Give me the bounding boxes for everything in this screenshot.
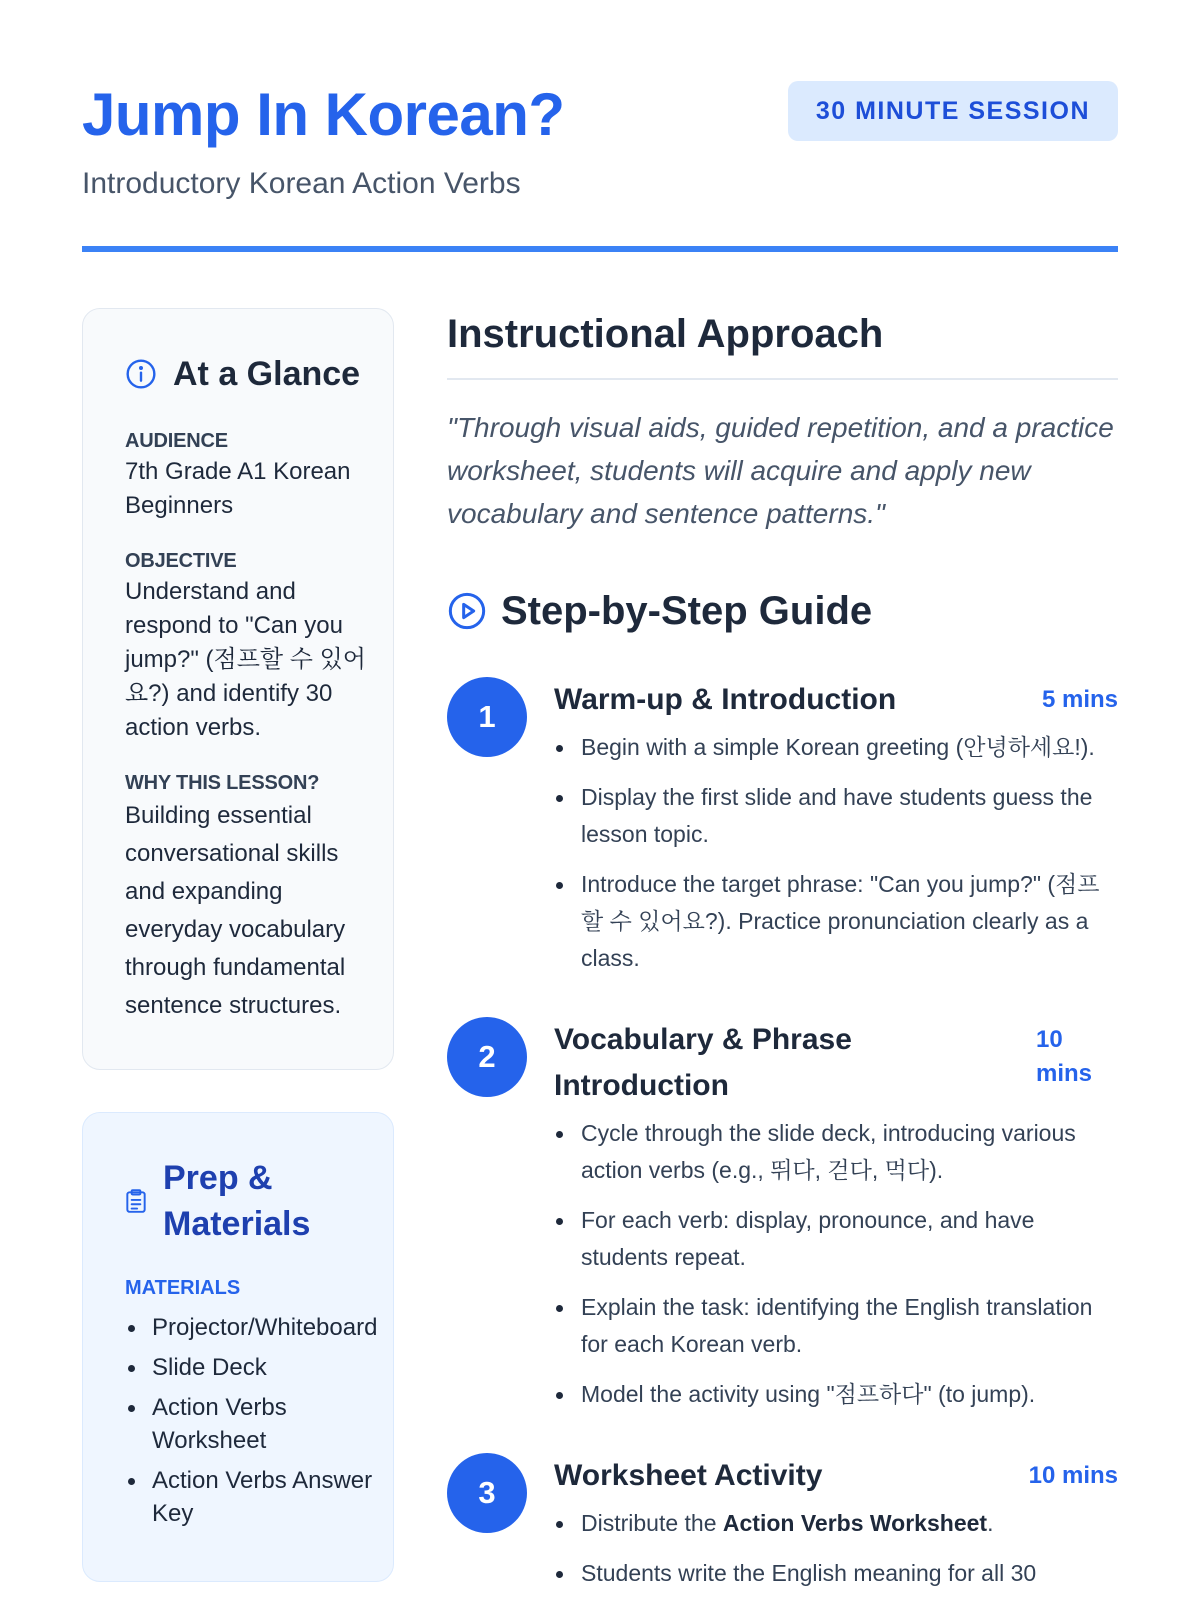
step-2 xyxy=(447,1017,1118,1413)
audience-field xyxy=(125,427,373,523)
step-bullet: Begin with a simple Korean greeting (안녕하세요!). xyxy=(554,729,1118,766)
step-number-badge: 2 xyxy=(447,1017,527,1097)
header-divider xyxy=(82,246,1118,252)
sidebar xyxy=(82,308,394,1582)
step-bullets xyxy=(554,1505,1118,1592)
step-title: Warm-up & Introduction xyxy=(554,683,897,716)
glance-title: At a Glance xyxy=(173,355,361,393)
step-bullet: Explain the task: identifying the English translation for each Korean verb. xyxy=(554,1289,1118,1363)
bullet-text: . xyxy=(987,1510,994,1536)
info-icon xyxy=(125,358,157,390)
materials-label: MATERIALS xyxy=(125,1277,241,1299)
bullet-emphasis: Action Verbs Worksheet xyxy=(722,1510,988,1536)
why-field xyxy=(125,769,373,1025)
page-title: Jump In Korean? xyxy=(82,81,565,148)
step-bullets xyxy=(554,729,1118,977)
session-badge: 30 MINUTE SESSION xyxy=(788,81,1118,141)
step-bullet: Introduce the target phrase: "Can you jump?" (점프할 수 있어요?). Practice pronunciation clearly as a class. xyxy=(554,866,1118,977)
prep-card xyxy=(82,1112,394,1582)
step-bullet: For each verb: display, pronounce, and have students repeat. xyxy=(554,1202,1118,1276)
approach-title: Instructional Approach xyxy=(447,308,1118,380)
page-subtitle: Introductory Korean Action Verbs xyxy=(82,167,521,200)
approach-quote: "Through visual aids, guided repetition, and a practice worksheet, students will acquire and apply new vocabulary and sentence patterns." xyxy=(447,412,1114,529)
objective-label: OBJECTIVE xyxy=(125,550,237,572)
step-1 xyxy=(447,677,1118,977)
audience-value: 7th Grade A1 Korean Beginners xyxy=(125,458,351,519)
step-bullet: Students write the English meaning for all 30 xyxy=(554,1555,1118,1592)
step-title: Worksheet Activity xyxy=(554,1459,823,1492)
step-bullet xyxy=(554,1505,1118,1542)
prep-title: Prep & Materials xyxy=(163,1159,311,1243)
audience-label: AUDIENCE xyxy=(125,430,228,452)
why-label: WHY THIS LESSON? xyxy=(125,772,320,794)
play-circle-icon xyxy=(447,591,487,631)
page-header xyxy=(82,0,1118,248)
materials-list xyxy=(125,1311,378,1530)
step-number-badge: 3 xyxy=(447,1453,527,1533)
step-header xyxy=(554,1453,1118,1499)
prep-card-header xyxy=(125,1155,373,1247)
step-duration: 10 mins xyxy=(1028,1462,1118,1489)
step-duration: 5 mins xyxy=(1041,686,1118,713)
objective-value: Understand and respond to "Can you jump?" (점프할 수 있어요?) and identify 30 action verbs. xyxy=(125,578,366,741)
materials-item: Action Verbs Worksheet xyxy=(125,1391,373,1457)
guide-header xyxy=(447,585,1118,637)
step-header xyxy=(554,677,1118,723)
step-number-badge: 1 xyxy=(447,677,527,757)
glance-card xyxy=(82,308,394,1070)
objective-field xyxy=(125,547,373,745)
glance-card-header xyxy=(125,351,373,397)
step-bullets xyxy=(554,1115,1118,1413)
materials-item: Slide Deck xyxy=(125,1351,373,1384)
step-bullet: Cycle through the slide deck, introducing various action verbs (e.g., 뛰다, 걷다, 먹다). xyxy=(554,1115,1118,1189)
materials-item: Projector/Whiteboard xyxy=(125,1311,373,1344)
why-value: Building essential conversational skills and expanding everyday vocabulary through fundamental sentence structures. xyxy=(125,802,346,1019)
main-column xyxy=(447,308,1118,1600)
guide-title: Step-by-Step Guide xyxy=(501,589,873,633)
clipboard-icon xyxy=(125,1188,147,1214)
step-duration: 10 mins xyxy=(1036,1026,1093,1087)
bullet-text: Distribute the xyxy=(581,1510,723,1536)
step-bullet: Model the activity using "점프하다" (to jump). xyxy=(554,1376,1118,1413)
step-bullet: Display the first slide and have students guess the lesson topic. xyxy=(554,779,1118,853)
materials-item: Action Verbs Answer Key xyxy=(125,1464,373,1530)
step-header xyxy=(554,1017,1118,1109)
step-title: Vocabulary & Phrase Introduction xyxy=(554,1023,852,1102)
step-3 xyxy=(447,1453,1118,1592)
